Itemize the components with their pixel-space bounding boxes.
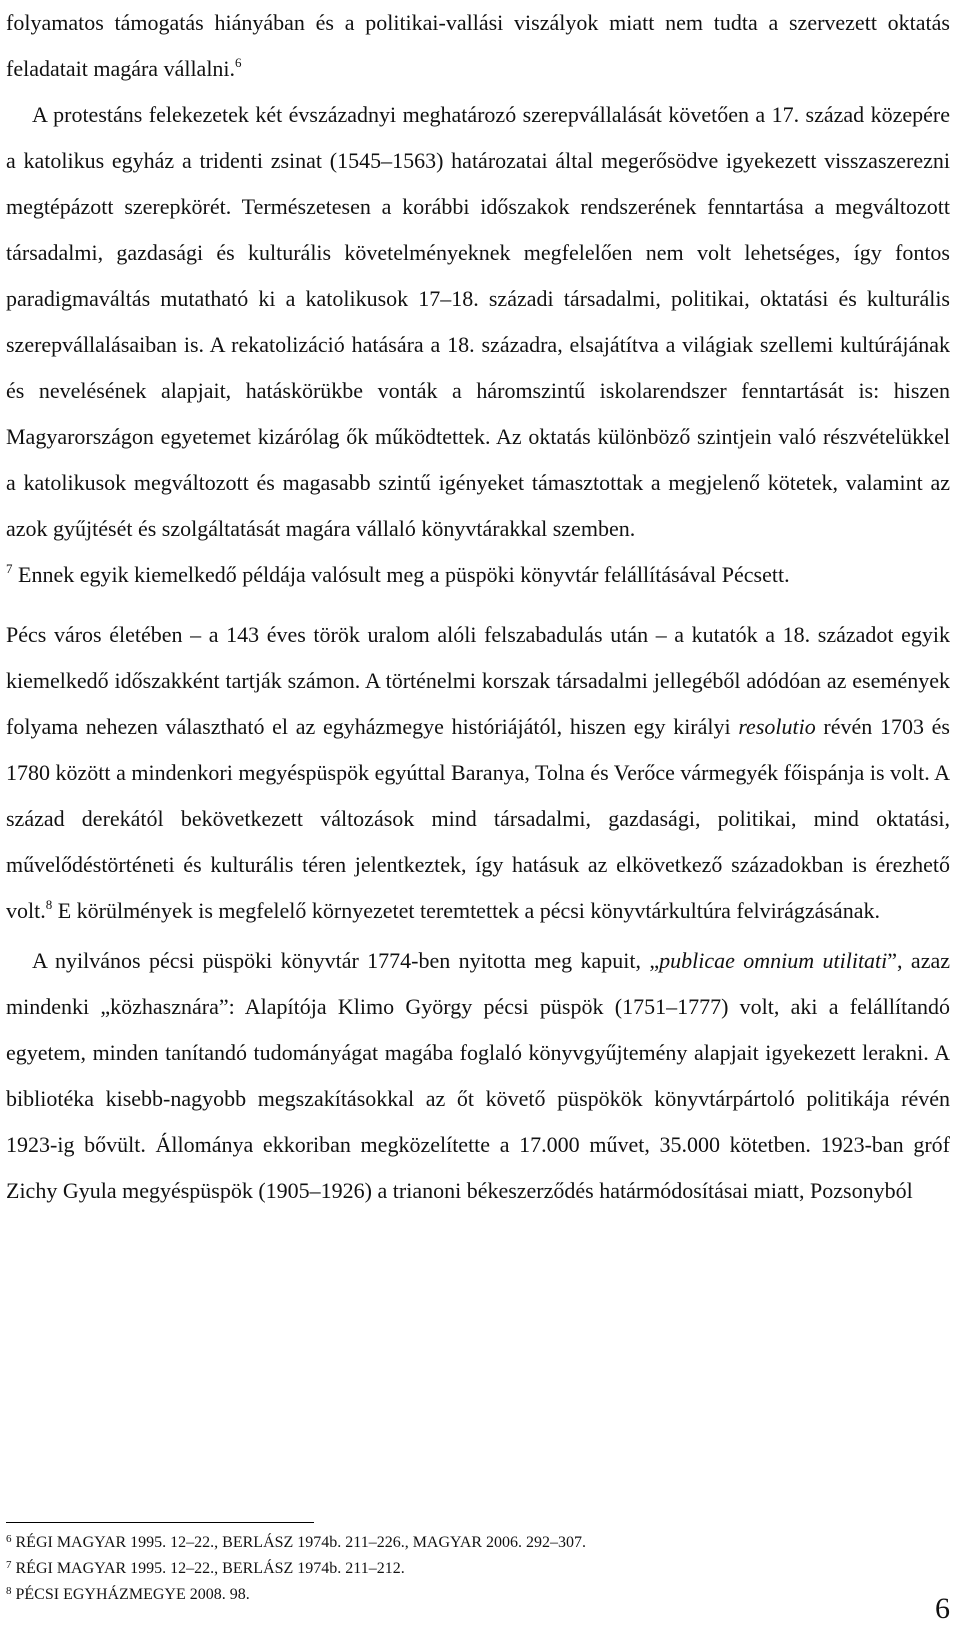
footnote-8-number: 8 <box>6 1585 12 1597</box>
footnote-6-number: 6 <box>6 1533 12 1545</box>
paragraph-2-text-b: révén 1703 és 1780 között a mindenkori megyéspüspök egyúttal Baranya, Tolna és Verőce vármegyék főispánja is volt. A század derekától bekövetkezett változások mind társadalmi, gazdasági, politikai, mind oktatási, művelődéstörténeti és kulturális téren jelentkeztek, így hatásuk az elkövetkező századokban is érezhető volt. <box>6 714 950 923</box>
footnote-7 <box>6 1556 950 1582</box>
paragraph-3-text-b: ”, azaz mindenki „közhasznára”: Alapítója Klimo György pécsi püspök (1751–1777) volt, aki a felállítandó egyetem, minden tanítandó tudományágat magába foglaló könyvgyűjtemény alapjait igyekezett lerakni. A bibliotéka kisebb-nagyobb megszakításokkal az őt követő püspökök könyvtárpártoló politikája révén 1923-ig bővült. Állománya ekkoriban megközelítette a 17.000 művet, 35.000 kötetben. 1923-ban gróf Zichy Gyula megyéspüspök (1905–1926) a trianoni békeszerződés határmódosításai miatt, Pozsonyból <box>6 948 950 1203</box>
paragraph-2 <box>6 612 950 934</box>
paragraph-3-text-a: A nyilvános pécsi püspöki könyvtár 1774-ben nyitotta meg kapuit, „ <box>32 948 660 973</box>
footnote-6-text: RÉGI MAGYAR 1995. 12–22., BERLÁSZ 1974b. 211–226., MAGYAR 2006. 292–307. <box>15 1534 587 1551</box>
footnote-8-text: PÉCSI EGYHÁZMEGYE 2008. 98. <box>15 1586 250 1603</box>
footnote-6 <box>6 1530 950 1556</box>
footnote-7-number: 7 <box>6 1559 12 1571</box>
page-number: 6 <box>935 1592 950 1625</box>
paragraph-1-text-a: folyamatos támogatás hiányában és a politikai-vallási viszályok miatt nem tudta a szervezett oktatás feladatait magára vállalni. <box>6 10 950 81</box>
footnote-7-text: RÉGI MAGYAR 1995. 12–22., BERLÁSZ 1974b. 211–212. <box>15 1560 405 1577</box>
paragraph-2-text-a: Pécs város életében – a 143 éves török uralom alóli felszabadulás után – a kutatók a 18. századot egyik kiemelkedő időszakként tartják számon. A történelmi korszak társadalmi jellegéből adódóan az események folyama nehezen választható el az egyházmegye históriájától, hiszen egy királyi <box>6 622 950 739</box>
paragraph-1-text-c: Ennek egyik kiemelkedő példája valósult meg a püspöki könyvtár felállításával Pécsett. <box>12 562 790 587</box>
paragraph-2-italic: resolutio <box>738 714 816 739</box>
footnote-separator <box>6 1522 314 1523</box>
footnote-ref-8[interactable]: 8 <box>45 897 53 912</box>
document-body <box>6 0 950 1214</box>
paragraph-2-text-c: E körülmények is megfelelő környezetet teremtettek a pécsi könyvtárkultúra felvirágzásának. <box>52 898 880 923</box>
paragraph-1 <box>6 0 950 598</box>
paragraph-3-italic: publicae omnium utilitati <box>659 948 888 973</box>
paragraph-1-text-b: A protestáns felekezetek két évszázadnyi meghatározó szerepvállalását követően a 17. század közepére a katolikus egyház a tridenti zsinat (1545–1563) határozatai által megerősödve igyekezett visszaszerezni megtépázott szerepkörét. Természetesen a korábbi időszakok rendszerének fenntartása a megváltozott társadalmi, gazdasági és kulturális követelményeknek megfelelően nem volt lehetséges, így fontos paradigmaváltás mutatható ki a katolikusok 17–18. századi társadalmi, politikai, oktatási és kulturális szerepvállalásaiban is. A rekatolizáció hatására a 18. századra, elsajátítva a világiak szellemi kultúrájának és nevelésének alapjait, hatáskörükbe vonták a háromszintű iskolarendszer fenntartását is: hiszen Magyarországon egyetemet kizárólag ők működtettek. Az oktatás különböző szintjein való részvételükkel a katolikusok megváltozott és magasabb szintű igényeket támasztottak a megjelenő kötetek, valamint az azok gyűjtését és szolgáltatását magára vállaló könyvtárakkal szemben. <box>6 102 950 541</box>
footnote-8 <box>6 1582 950 1608</box>
footnotes <box>6 1530 950 1608</box>
footnote-ref-7[interactable]: 7 <box>6 561 13 576</box>
footnote-ref-6[interactable]: 6 <box>235 55 242 70</box>
paragraph-3 <box>6 938 950 1214</box>
